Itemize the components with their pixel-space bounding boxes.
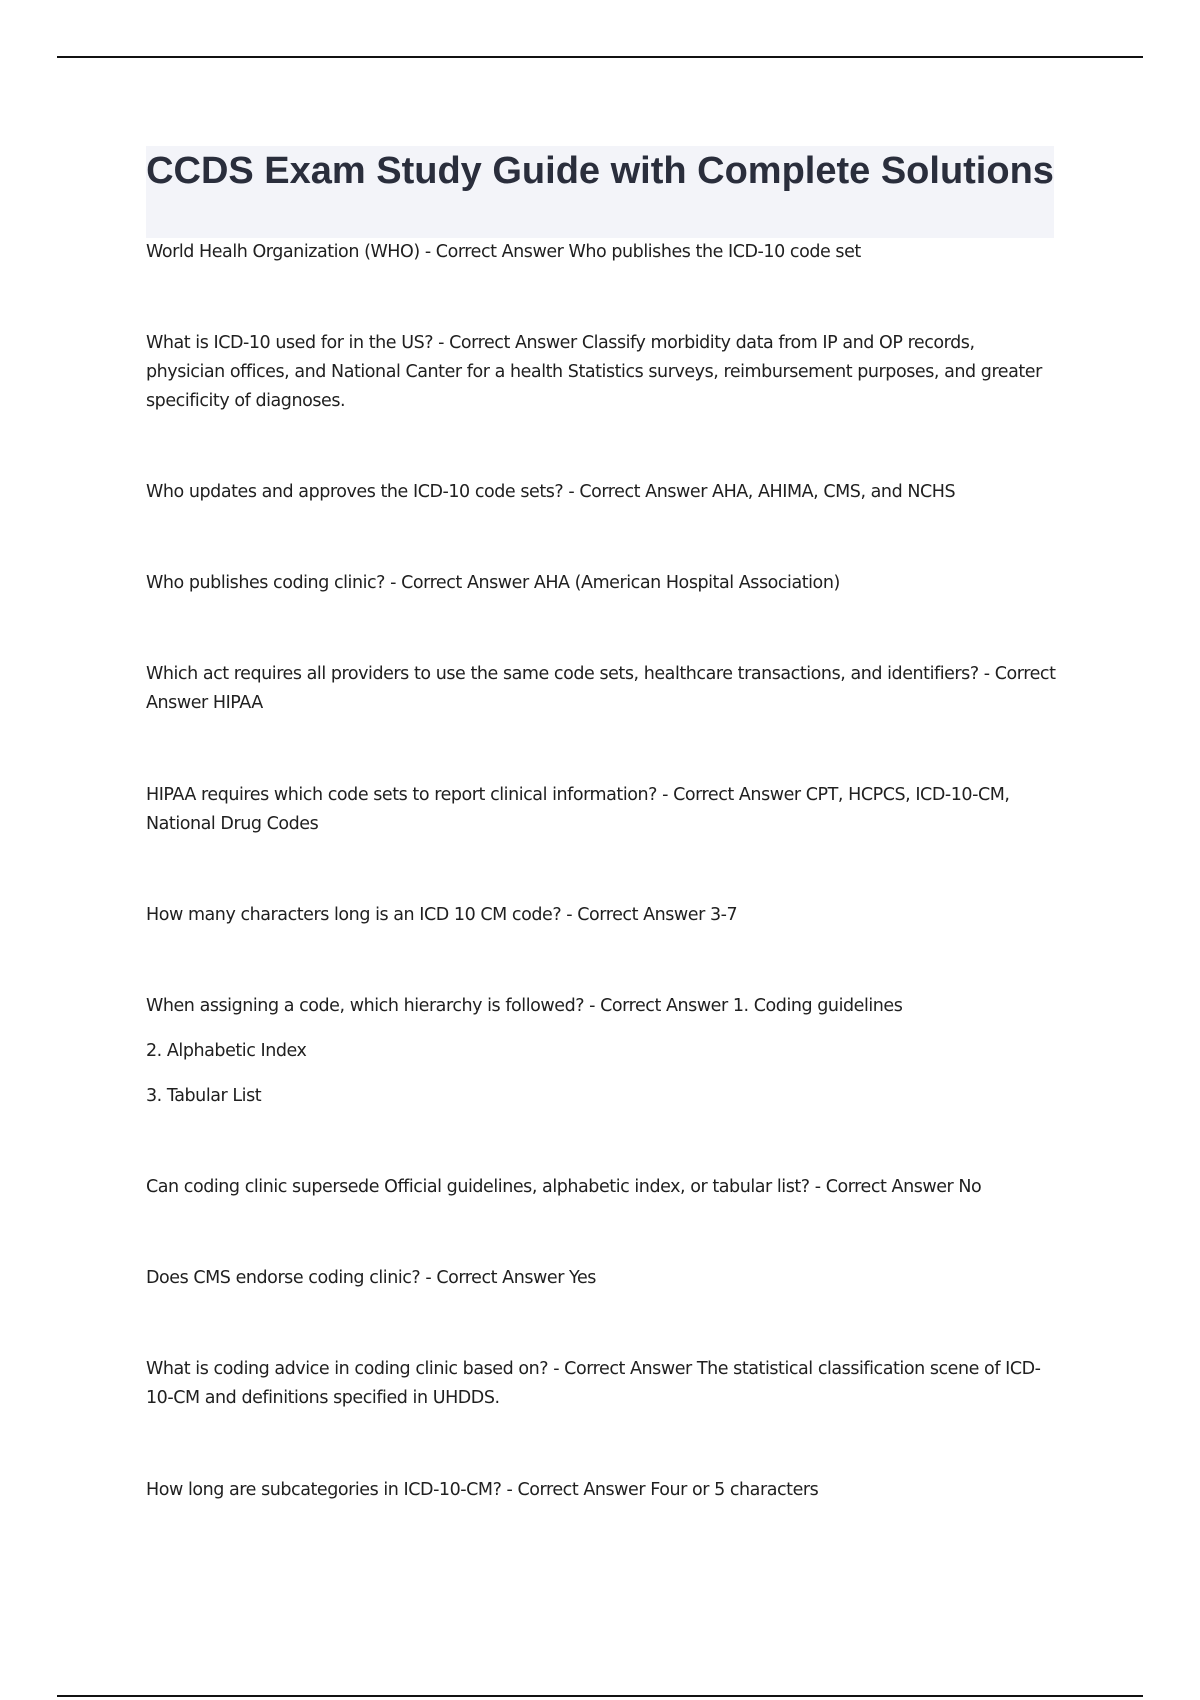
qa-item-hierarchy: When assigning a code, which hierarchy is followed? - Correct Answer 1. Coding guidelines: [146, 996, 903, 1016]
qa-item-subcategories: How long are subcategories in ICD-10-CM? - Correct Answer Four or 5 characters: [146, 1480, 819, 1500]
qa-item-who-publishes: World Healh Organization (WHO) - Correct Answer Who publishes the ICD-10 code set: [146, 242, 861, 262]
qa-item-hipaa-code-sets: HIPAA requires which code sets to report clinical information? - Correct Answer CPT, HCPCS, ICD-10-CM, National Drug Codes: [146, 785, 1010, 834]
qa-item-icd10-use: What is ICD-10 used for in the US? - Correct Answer Classify morbidity data from IP and OP records, physician offices, and National Canter for a health Statistics surveys, reimbursement purposes, and greater specificity of diagnoses.: [146, 333, 1042, 411]
document-title: CCDS Exam Study Guide with Complete Solutions: [146, 150, 1054, 192]
qa-item-hierarchy-step-2: 2. Alphabetic Index: [146, 1041, 307, 1061]
qa-item-coding-advice: What is coding advice in coding clinic based on? - Correct Answer The statistical classification scene of ICD-10-CM and definitions specified in UHDDS.: [146, 1359, 1041, 1408]
qa-item-coding-clinic-publisher: Who publishes coding clinic? - Correct Answer AHA (American Hospital Association): [146, 573, 840, 593]
qa-item-cms-endorse: Does CMS endorse coding clinic? - Correct Answer Yes: [146, 1268, 596, 1288]
qa-item-supersede: Can coding clinic supersede Official guidelines, alphabetic index, or tabular list? - Correct Answer No: [146, 1177, 982, 1197]
header-rule: [57, 56, 1143, 58]
qa-item-hierarchy-step-3: 3. Tabular List: [146, 1086, 262, 1106]
footer-rule: [57, 1695, 1143, 1697]
qa-item-hipaa-act: Which act requires all providers to use the same code sets, healthcare transactions, and identifiers? - Correct Answer HIPAA: [146, 664, 1056, 713]
qa-item-who-updates: Who updates and approves the ICD-10 code sets? - Correct Answer AHA, AHIMA, CMS, and NCHS: [146, 482, 956, 502]
qa-item-code-length: How many characters long is an ICD 10 CM code? - Correct Answer 3-7: [146, 905, 738, 925]
title-banner: [146, 146, 1054, 238]
